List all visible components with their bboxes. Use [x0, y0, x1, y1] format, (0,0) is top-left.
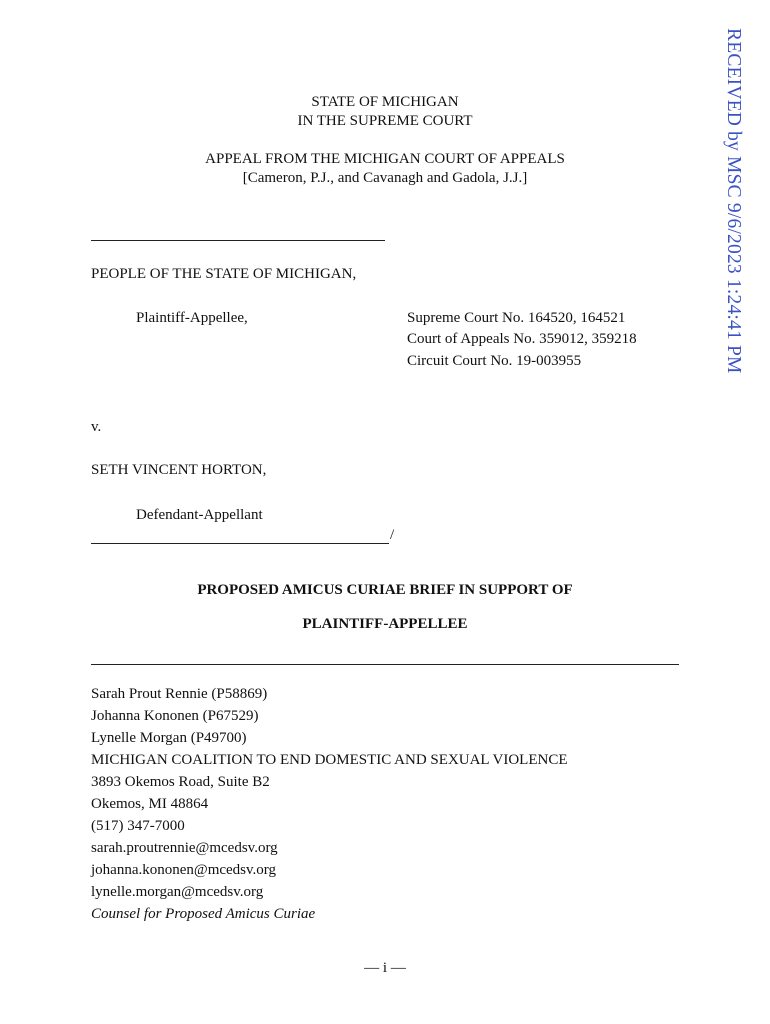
brief-title-line1: PROPOSED AMICUS CURIAE BRIEF IN SUPPORT OF: [197, 582, 573, 598]
plaintiff-role: Plaintiff-Appellee,: [136, 310, 248, 326]
appeal-from: APPEAL FROM THE MICHIGAN COURT OF APPEALS: [205, 151, 565, 167]
caption-top-rule: [91, 240, 385, 241]
counsel-line: Johanna Kononen (P67529): [91, 708, 259, 724]
circuit-court-number: Circuit Court No. 19-003955: [407, 353, 582, 369]
counsel-line: Sarah Prout Rennie (P58869): [91, 686, 268, 702]
counsel-role: Counsel for Proposed Amicus Curiae: [91, 906, 316, 922]
title-rule: [91, 664, 679, 665]
page-number: — i —: [364, 960, 406, 976]
panel-judges: [Cameron, P.J., and Cavanagh and Gadola, J.J.]: [242, 170, 528, 186]
court-state: STATE OF MICHIGAN: [311, 94, 459, 110]
defendant-name: SETH VINCENT HORTON,: [91, 462, 267, 478]
caption-slash: /: [390, 527, 395, 543]
counsel-organization: MICHIGAN COALITION TO END DOMESTIC AND SEXUAL VIOLENCE: [91, 752, 568, 768]
court-name: IN THE SUPREME COURT: [297, 113, 473, 129]
versus: v.: [91, 419, 102, 435]
counsel-email: johanna.kononen@mcedsv.org: [91, 862, 277, 878]
defendant-role: Defendant-Appellant: [136, 507, 263, 523]
counsel-email: sarah.proutrennie@mcedsv.org: [91, 840, 278, 856]
counsel-address-street: 3893 Okemos Road, Suite B2: [91, 774, 270, 790]
caption-bottom-rule: [91, 543, 389, 544]
received-stamp: RECEIVED by MSC 9/6/2023 1:24:41 PM: [723, 28, 744, 374]
counsel-email: lynelle.morgan@mcedsv.org: [91, 884, 264, 900]
plaintiff-name: PEOPLE OF THE STATE OF MICHIGAN,: [91, 266, 357, 282]
counsel-phone: (517) 347-7000: [91, 818, 185, 834]
brief-title-line2: PLAINTIFF-APPELLEE: [302, 616, 468, 632]
counsel-line: Lynelle Morgan (P49700): [91, 730, 247, 746]
court-of-appeals-number: Court of Appeals No. 359012, 359218: [407, 331, 637, 347]
counsel-address-city: Okemos, MI 48864: [91, 796, 209, 812]
supreme-court-number: Supreme Court No. 164520, 164521: [407, 310, 626, 326]
